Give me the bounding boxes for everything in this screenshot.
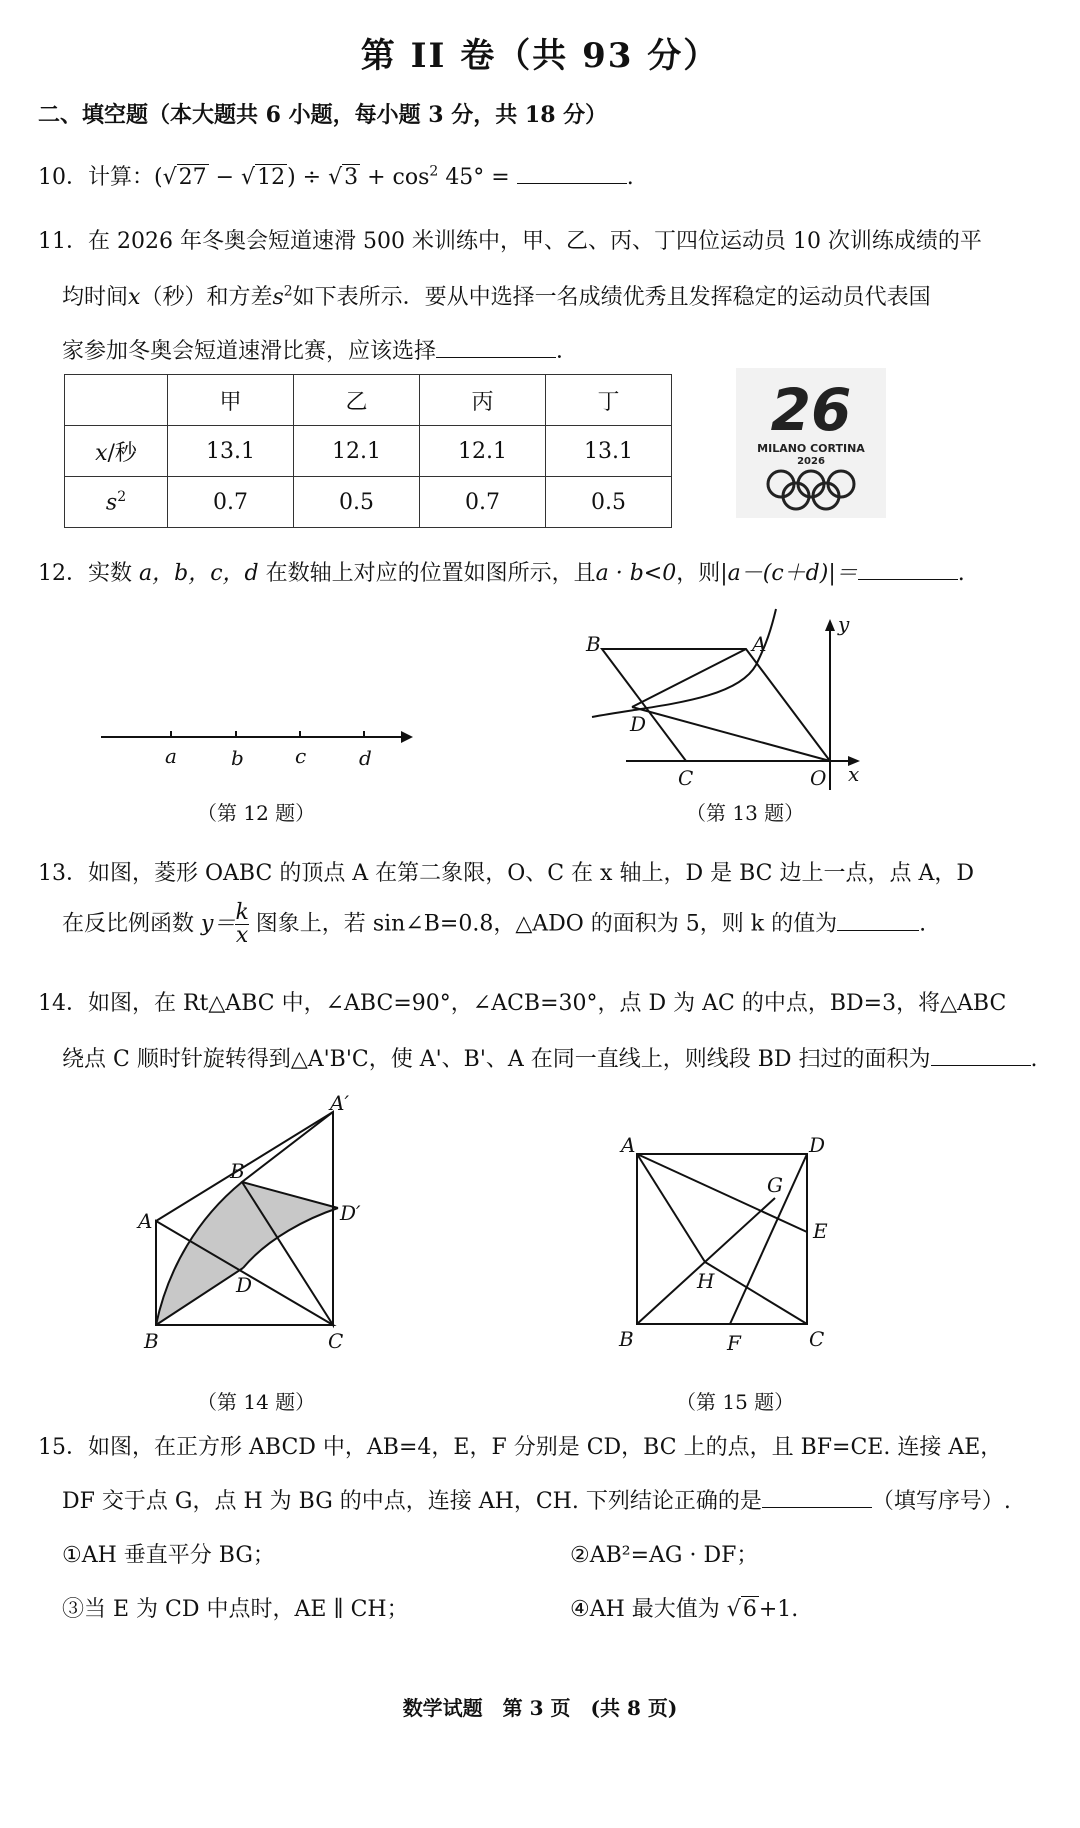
q13-line2 <box>62 902 926 947</box>
page-title: 第 II 卷（共 93 分） <box>360 36 720 76</box>
q15-option-4-sqrt: 6 <box>742 1597 757 1622</box>
label-d: d <box>359 746 372 770</box>
q10-sqrt-27: 27 <box>178 165 207 190</box>
q11-line2a: 均时间 <box>62 285 129 310</box>
q13-figure <box>586 605 886 795</box>
logo-text-1: MILANO CORTINA <box>757 442 865 455</box>
label-D: D <box>809 1133 826 1157</box>
q12-vars: a，b，c，d <box>139 561 259 586</box>
q10-cos: cos <box>392 165 430 190</box>
q15-option-1: ①AH 垂直平分 BG； <box>62 1543 275 1568</box>
table-header-cell: 丙 <box>420 375 546 426</box>
question-12 <box>38 556 965 587</box>
q13-line2c: sin∠B=0.8，△ADO 的面积为 5，则 k 的值为 <box>372 911 838 937</box>
q12-caption: （第 12 题） <box>197 801 316 825</box>
q11-line3-text: 家参加冬奥会短道速滑比赛，应该选择 <box>62 339 437 364</box>
label-H: H <box>697 1269 715 1293</box>
table-cell: 12.1 <box>420 426 546 477</box>
label-A: A <box>138 1209 153 1233</box>
q13-line1: 13．如图，菱形 OABC 的顶点 A 在第二象限，O、C 在 x 轴上，D 是 BC 边上一点，点 A，D <box>38 861 974 886</box>
label-D: D <box>236 1273 253 1297</box>
label-B: B <box>619 1327 634 1351</box>
label-B: B <box>586 632 601 656</box>
label-D: D <box>630 712 647 736</box>
q11-var-x: x <box>128 285 141 310</box>
q10-end: . <box>626 165 634 190</box>
table-cell: 12.1 <box>294 426 420 477</box>
table-cell: 13.1 <box>546 426 672 477</box>
logo-text-2: 2026 <box>797 456 825 467</box>
table-cell: 0.7 <box>420 477 546 528</box>
q14-line1: 14．如图，在 Rt△ABC 中，∠ABC=90°，∠ACB=30°，点 D 为 AC 的中点，BD=3，将△ABC <box>38 991 1007 1016</box>
q12-condition: a · b<0 <box>595 561 677 586</box>
q11-line2e: 如下表所示．要从中选择一名成绩优秀且发挥稳定的运动员代表国 <box>292 285 931 310</box>
q13-fraction: $\frac{k}{x}$ <box>235 900 249 948</box>
q15-line1: 15．如图，在正方形 ABCD 中，AB=4，E，F 分别是 CD，BC 上的点，且 BF=CE. 连接 AE， <box>38 1435 1003 1460</box>
q10-sqrt-3: 3 <box>344 165 359 190</box>
q11-line3 <box>62 334 578 365</box>
label-A: A <box>621 1133 636 1157</box>
label-y: y <box>838 612 850 636</box>
q14-figure <box>138 1091 378 1358</box>
table-row-label: $s^2$ <box>65 477 168 528</box>
q10-number: 10． <box>38 165 88 190</box>
hyperbola-curve <box>592 609 776 717</box>
label-b: b <box>231 746 244 770</box>
q14-caption: （第 14 题） <box>197 1390 316 1414</box>
table-row <box>65 477 672 528</box>
label-B1: B′ <box>230 1159 250 1183</box>
table-header-cell: 乙 <box>294 375 420 426</box>
q15-line2a: DF 交于点 G，点 H 为 BG 的中点，连接 AH，CH. 下列结论正确的是 <box>62 1489 762 1514</box>
q14-answer-blank[interactable] <box>931 1043 1031 1066</box>
q12-text-a: 12．实数 <box>38 561 132 586</box>
q15-figure <box>615 1132 855 1362</box>
q15-option-2: ②AB²=AG · DF； <box>570 1543 759 1568</box>
label-B: B <box>144 1329 159 1353</box>
question-10: 10．计算：$(√27 - √12) \div √3 + \cos^2 45^\circ$ = . <box>38 160 634 191</box>
q12-expression: |a－(c＋d)|＝ <box>720 561 858 586</box>
q15-line2b: （填写序号）. <box>871 1489 1011 1514</box>
q14-end: . <box>1030 1047 1038 1072</box>
table-cell: 13.1 <box>168 426 294 477</box>
label-F: F <box>727 1331 741 1355</box>
q11-line3-end: ． <box>556 339 579 364</box>
logo-mark: 26 <box>770 376 852 444</box>
table-cell: 0.5 <box>294 477 420 528</box>
label-x: x <box>848 762 860 786</box>
table-cell: 0.5 <box>546 477 672 528</box>
q11-line1: 11．在 2026 年冬奥会短道速滑 500 米训练中，甲、乙、丙、丁四位运动员 10 次训练成绩的平 <box>38 229 982 254</box>
q15-caption: （第 15 题） <box>676 1390 795 1414</box>
label-D1: D′ <box>340 1201 361 1225</box>
q15-line2 <box>62 1484 1011 1515</box>
q13-func-lhs: y＝ <box>201 911 236 937</box>
label-A1: A′ <box>330 1091 349 1115</box>
q11-line2c: （秒）和方差 <box>140 285 273 310</box>
milano-cortina-logo <box>736 368 886 518</box>
table-header-row <box>65 375 672 426</box>
q10-sqrt-12: 12 <box>257 165 286 190</box>
label-E: E <box>813 1219 828 1243</box>
q12-end: . <box>957 561 965 586</box>
q15-option-3: ③当 E 为 CD 中点时，AE ∥ CH； <box>62 1597 409 1622</box>
q14-line2 <box>62 1042 1038 1073</box>
label-c: c <box>295 744 307 768</box>
q15-option-4a: ④AH 最大值为 <box>570 1597 720 1622</box>
label-a: a <box>165 744 177 768</box>
q13-line2a: 在反比例函数 <box>62 911 195 937</box>
y-axis-arrow-icon <box>825 619 835 631</box>
table-header-cell <box>65 375 168 426</box>
table-cell: 0.7 <box>168 477 294 528</box>
table-row <box>65 426 672 477</box>
q12-text-b: 在数轴上对应的位置如图所示，且 <box>265 561 596 586</box>
q15-option-4c: +1. <box>758 1597 799 1622</box>
q15-option-4: ④AH 最大值为 √6+1. <box>570 1597 799 1622</box>
section-heading: 二、填空题（本大题共 6 小题，每小题 3 分，共 18 分） <box>38 102 608 128</box>
q14-line2-text: 绕点 C 顺时针旋转得到△A'B'C，使 A'、B'、A 在同一直线上，则线段 BD 扫过的面积为 <box>62 1047 931 1072</box>
label-O: O <box>810 766 827 790</box>
q11-line2: 均时间x（秒）和方差$s^2$如下表所示．要从中选择一名成绩优秀且发挥稳定的运动员代表国 <box>62 283 931 310</box>
q15-answer-blank[interactable] <box>762 1485 872 1508</box>
label-G: G <box>767 1173 783 1197</box>
q12-answer-blank[interactable] <box>858 557 958 580</box>
q13-end: . <box>919 911 927 937</box>
table-header-cell: 丁 <box>546 375 672 426</box>
q13-caption: （第 13 题） <box>686 801 805 825</box>
q11-score-table <box>64 374 672 528</box>
table-row-label: x/秒 <box>65 426 168 477</box>
q13-answer-blank[interactable] <box>837 908 919 931</box>
q11-answer-blank[interactable] <box>436 335 556 358</box>
q10-angle: 45° <box>445 165 485 190</box>
q10-answer-blank[interactable] <box>517 161 627 184</box>
label-C: C <box>328 1329 344 1353</box>
q13-line2b: 图象上，若 <box>255 911 366 937</box>
q11-var-s: s <box>272 285 284 310</box>
q10-prefix: 计算： <box>88 165 155 190</box>
label-A: A <box>752 632 767 656</box>
q12-text-c: ，则 <box>676 561 721 586</box>
table-header-cell: 甲 <box>168 375 294 426</box>
q12-number-line <box>95 715 425 775</box>
page-footer: 数学试题 第 3 页 (共 8 页) <box>402 1696 678 1720</box>
label-C: C <box>678 766 694 790</box>
arrow-icon <box>401 731 413 743</box>
label-C: C <box>809 1327 825 1351</box>
